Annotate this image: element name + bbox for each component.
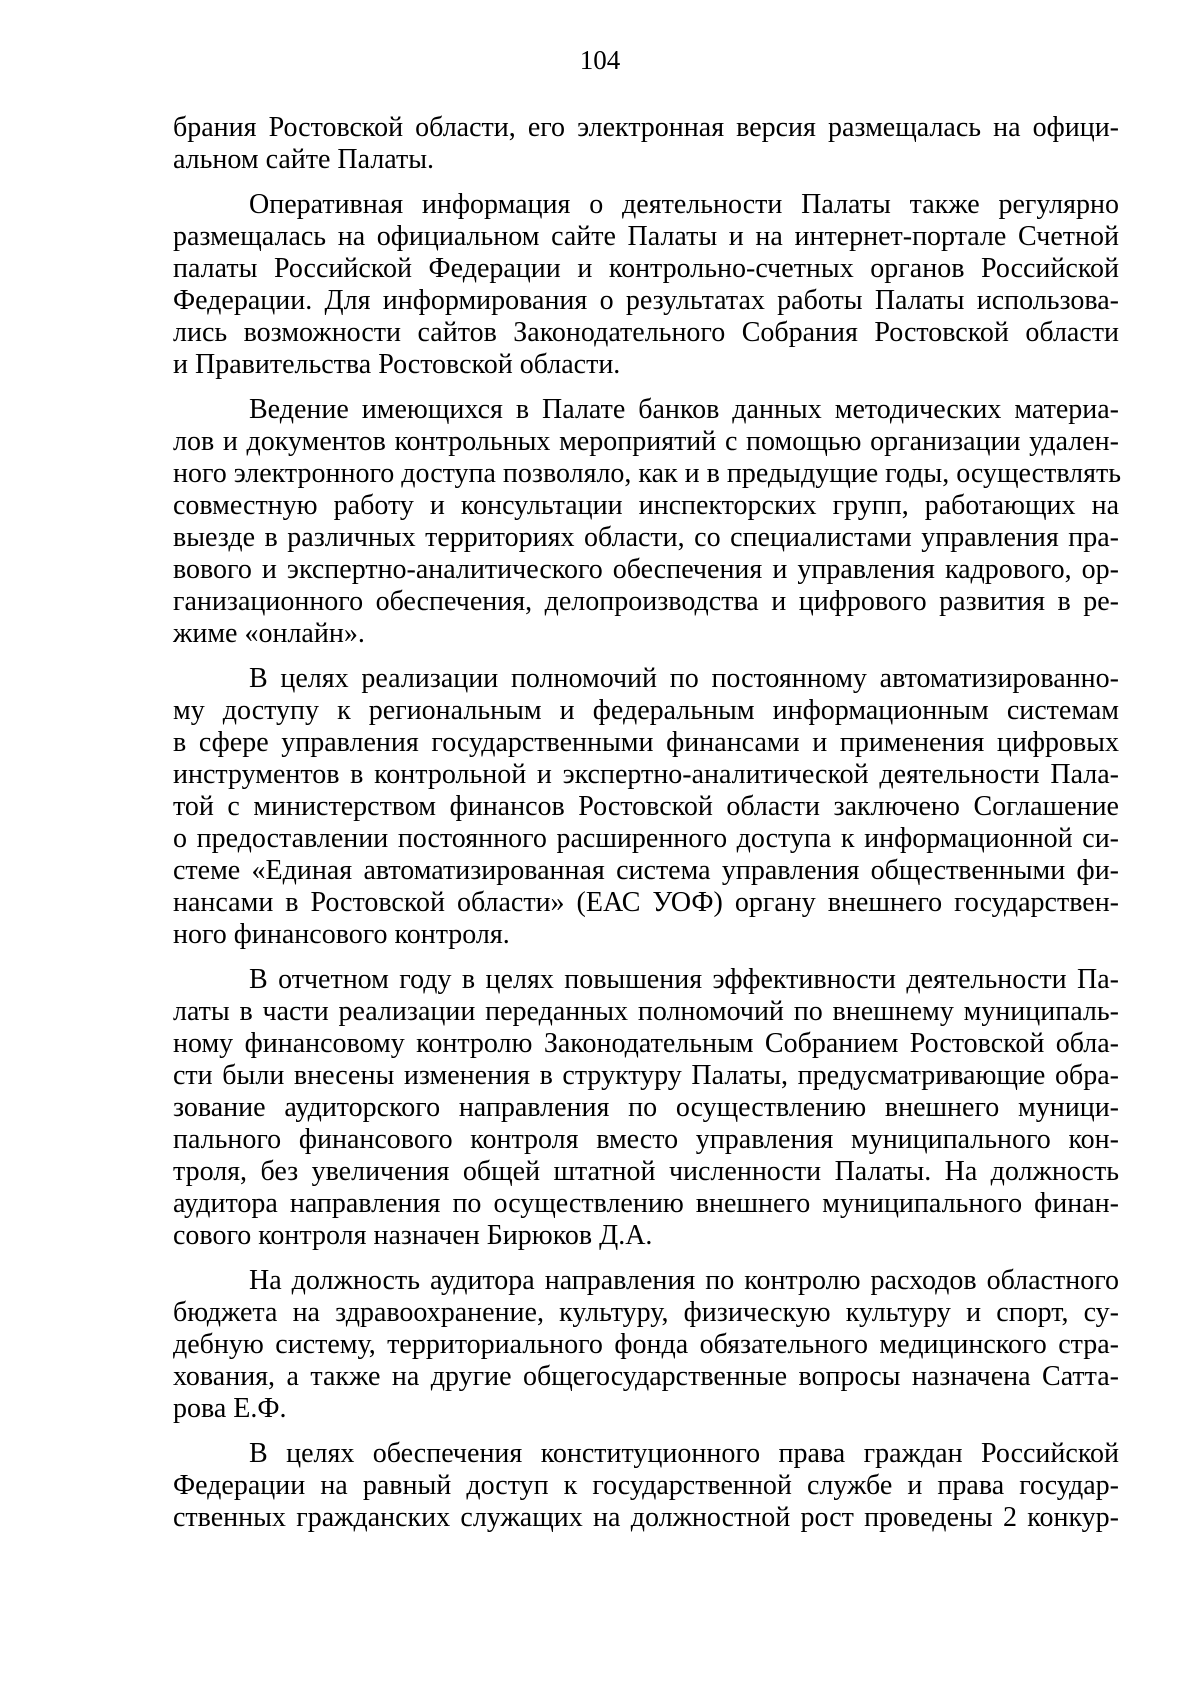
text-line: жиме «онлайн». xyxy=(173,618,365,649)
text-line: Ведение имеющихся в Палате банков данных методических материа- xyxy=(249,394,1119,425)
text-line: ного электронного доступа позволяло, как и в предыдущие годы, осуществлять xyxy=(173,458,1122,489)
text-line: сти были внесены изменения в структуру Палаты, предусматривающие обра- xyxy=(173,1060,1119,1091)
text-line: вового и экспертно-аналитического обеспечения и управления кадрового, ор- xyxy=(173,554,1119,585)
text-line: выезде в различных территориях области, со специалистами управления пра- xyxy=(173,522,1119,553)
text-line: лись возможности сайтов Законодательного Собрания Ростовской области xyxy=(173,317,1119,348)
text-line: той с министерством финансов Ростовской области заключено Соглашение xyxy=(173,791,1119,822)
text-line: брания Ростовской области, его электронная версия размещалась на офици- xyxy=(173,112,1119,143)
text-line: латы в части реализации переданных полномочий по внешнему муниципаль- xyxy=(173,996,1119,1027)
text-line: палаты Российской Федерации и контрольно-счетных органов Российской xyxy=(173,253,1119,284)
text-line: аудитора направления по осуществлению внешнего муниципального финан- xyxy=(173,1188,1119,1219)
text-line: альном сайте Палаты. xyxy=(173,144,435,175)
text-line: бюджета на здравоохранение, культуру, физическую культуру и спорт, су- xyxy=(173,1297,1119,1328)
paragraph xyxy=(173,112,1119,176)
paragraph xyxy=(173,1438,1119,1534)
text-line: На должность аудитора направления по контролю расходов областного xyxy=(249,1265,1119,1296)
text-line: зование аудиторского направления по осуществлению внешнего муници- xyxy=(173,1092,1119,1123)
text-line: о предоставлении постоянного расширенного доступа к информационной си- xyxy=(173,823,1119,854)
text-line: дебную систему, территориального фонда обязательного медицинского стра- xyxy=(173,1329,1119,1360)
text-line: Федерации на равный доступ к государственной службе и права государ- xyxy=(173,1470,1119,1501)
paragraph xyxy=(173,964,1119,1252)
text-line: нансами в Ростовской области» (ЕАС УОФ) органу внешнего государствен- xyxy=(173,887,1119,918)
text-line: троля, без увеличения общей штатной численности Палаты. На должность xyxy=(173,1156,1119,1187)
text-line: совместную работу и консультации инспекторских групп, работающих на xyxy=(173,490,1119,521)
text-line: В целях реализации полномочий по постоянному автоматизированно- xyxy=(249,663,1119,694)
paragraph xyxy=(173,663,1119,951)
text-line: ганизационного обеспечения, делопроизводства и цифрового развития в ре- xyxy=(173,586,1119,617)
paragraph xyxy=(173,394,1122,650)
text-line: и Правительства Ростовской области. xyxy=(173,349,621,380)
text-line: ственных гражданских служащих на должностной рост проведены 2 конкур- xyxy=(173,1502,1119,1533)
page-number: 104 xyxy=(579,45,621,75)
text-line: лов и документов контрольных мероприятий с помощью организации удален- xyxy=(173,426,1119,457)
text-line: ному финансовому контролю Законодательным Собранием Ростовской обла- xyxy=(173,1028,1119,1059)
text-line: му доступу к региональным и федеральным информационным системам xyxy=(173,695,1119,726)
text-line: Федерации. Для информирования о результатах работы Палаты использова- xyxy=(173,285,1119,316)
text-line: размещалась на официальном сайте Палаты и на интернет-портале Счетной xyxy=(173,221,1119,252)
text-line: пального финансового контроля вместо управления муниципального кон- xyxy=(173,1124,1119,1155)
text-line: В целях обеспечения конституционного права граждан Российской xyxy=(249,1438,1119,1469)
document-body xyxy=(173,112,1122,1547)
text-line: инструментов в контрольной и экспертно-аналитической деятельности Пала- xyxy=(173,759,1119,790)
paragraph xyxy=(173,1265,1119,1425)
text-line: В отчетном году в целях повышения эффективности деятельности Па- xyxy=(249,964,1119,995)
text-line: рова Е.Ф. xyxy=(173,1393,287,1424)
text-line: хования, а также на другие общегосударственные вопросы назначена Сатта- xyxy=(173,1361,1119,1392)
text-line: стеме «Единая автоматизированная система управления общественными фи- xyxy=(173,855,1119,886)
text-line: в сфере управления государственными финансами и применения цифровых xyxy=(173,727,1119,758)
text-line: Оперативная информация о деятельности Палаты также регулярно xyxy=(249,189,1119,220)
text-line: ного финансового контроля. xyxy=(173,919,510,950)
paragraph xyxy=(173,189,1119,381)
text-line: сового контроля назначен Бирюков Д.А. xyxy=(173,1220,653,1251)
